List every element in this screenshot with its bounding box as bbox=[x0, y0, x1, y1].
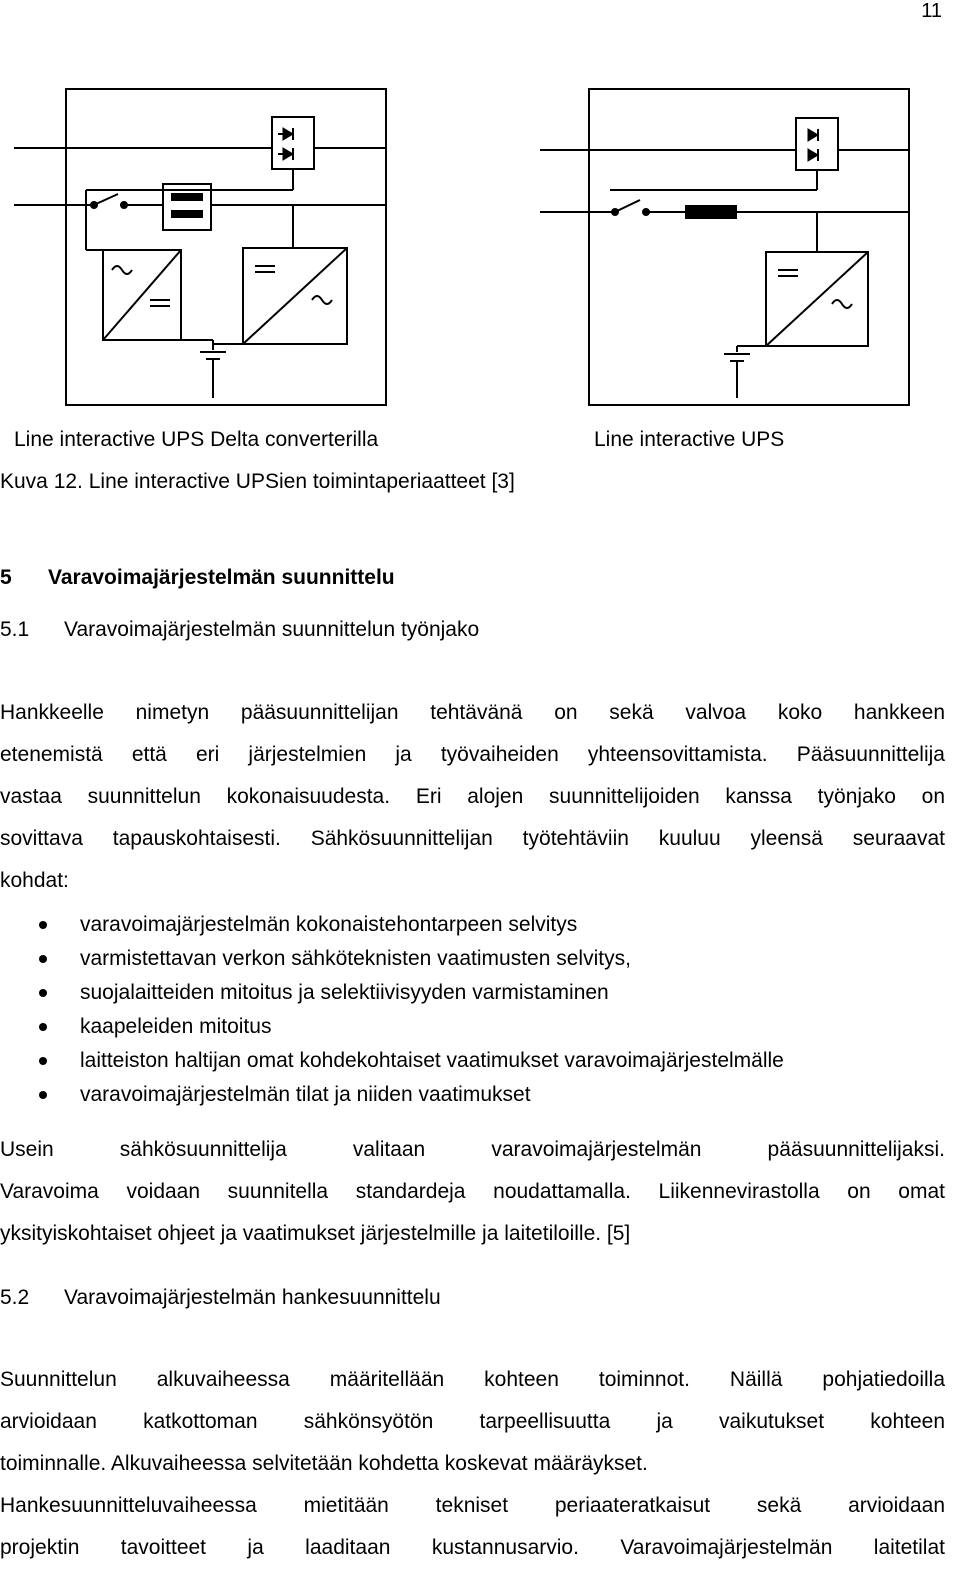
paragraph-tyonjako bbox=[0, 692, 945, 902]
subsection-number: 5.1 bbox=[0, 618, 30, 641]
paragraph-line: projektin tavoitteet ja laaditaan kustannusarvio. Varavoimajärjestelmän laitetilat bbox=[0, 1536, 945, 1559]
paragraph-line: arvioidaan katkottoman sähkönsyötön tarpeellisuutta ja vaikutukset kohteen bbox=[0, 1410, 945, 1433]
figure-caption: Kuva 12. Line interactive UPSien toimintaperiaatteet [3] bbox=[0, 470, 515, 493]
paragraph-line: Usein sähkösuunnittelija valitaan varavoimajärjestelmän pääsuunnittelijaksi. bbox=[0, 1138, 945, 1161]
subsection-title: Varavoimajärjestelmän suunnittelun työnjako bbox=[64, 618, 480, 641]
paragraph-line: Varavoima voidaan suunnitella standardeja noudattamalla. Liikennevirastolla on omat bbox=[0, 1180, 945, 1203]
page-number: 11 bbox=[921, 0, 942, 22]
section-title: Varavoimajärjestelmän suunnittelu bbox=[48, 566, 395, 589]
delta-converter-ups-diagram bbox=[14, 89, 386, 405]
figure-label-left: Line interactive UPS Delta converterilla bbox=[14, 428, 379, 451]
bullet-icon bbox=[39, 921, 47, 929]
section-heading bbox=[0, 566, 395, 590]
list-item: kaapeleiden mitoitus bbox=[0, 1010, 945, 1044]
paragraph-line: toiminnalle. Alkuvaiheessa selvitetään kohdetta koskevat määräykset. bbox=[0, 1452, 648, 1475]
task-bullet-list bbox=[0, 908, 945, 1112]
list-item: varavoimajärjestelmän kokonaistehontarpeen selvitys bbox=[0, 908, 945, 942]
bullet-icon bbox=[39, 989, 47, 997]
figure-label-right: Line interactive UPS bbox=[594, 428, 785, 451]
line-interactive-ups-diagram bbox=[540, 89, 909, 405]
section-number: 5 bbox=[0, 566, 12, 589]
bullet-icon bbox=[39, 1091, 47, 1099]
list-item: laitteiston haltijan omat kohdekohtaiset vaatimukset varavoimajärjestelmälle bbox=[0, 1044, 945, 1078]
paragraph-line: Hankkeelle nimetyn pääsuunnittelijan tehtävänä on sekä valvoa koko hankkeen bbox=[0, 701, 945, 724]
subsection-number: 5.2 bbox=[0, 1286, 30, 1309]
paragraph-line: vastaa suunnittelun kokonaisuudesta. Eri alojen suunnittelijoiden kanssa työnjako on bbox=[0, 785, 945, 808]
ups-schematic-figure bbox=[0, 80, 960, 420]
bullet-icon bbox=[39, 955, 47, 963]
subsection-title: Varavoimajärjestelmän hankesuunnittelu bbox=[64, 1286, 441, 1309]
paragraph-hankesuunnittelu bbox=[0, 1359, 945, 1569]
paragraph-line: Hankesuunnitteluvaiheessa mietitään tekniset periaateratkaisut sekä arvioidaan bbox=[0, 1494, 945, 1517]
paragraph-paasuunnittelija bbox=[0, 1129, 945, 1255]
paragraph-line: sovittava tapauskohtaisesti. Sähkösuunnittelijan työtehtäviin kuuluu yleensä seuraavat bbox=[0, 827, 945, 850]
bullet-icon bbox=[39, 1023, 47, 1031]
bullet-icon bbox=[39, 1057, 47, 1065]
list-item: varavoimajärjestelmän tilat ja niiden vaatimukset bbox=[0, 1078, 945, 1112]
paragraph-line: yksityiskohtaiset ohjeet ja vaatimukset järjestelmille ja laitetiloille. [5] bbox=[0, 1222, 631, 1245]
subsection-heading-5-2 bbox=[0, 1286, 441, 1310]
paragraph-line: etenemistä että eri järjestelmien ja työvaiheiden yhteensovittamista. Pääsuunnittelija bbox=[0, 743, 945, 766]
list-item: suojalaitteiden mitoitus ja selektiivisyyden varmistaminen bbox=[0, 976, 945, 1010]
subsection-heading-5-1 bbox=[0, 618, 479, 642]
paragraph-line: Suunnittelun alkuvaiheessa määritellään kohteen toiminnot. Näillä pohjatiedoilla bbox=[0, 1368, 945, 1391]
paragraph-line: kohdat: bbox=[0, 869, 69, 892]
list-item: varmistettavan verkon sähköteknisten vaatimusten selvitys, bbox=[0, 942, 945, 976]
